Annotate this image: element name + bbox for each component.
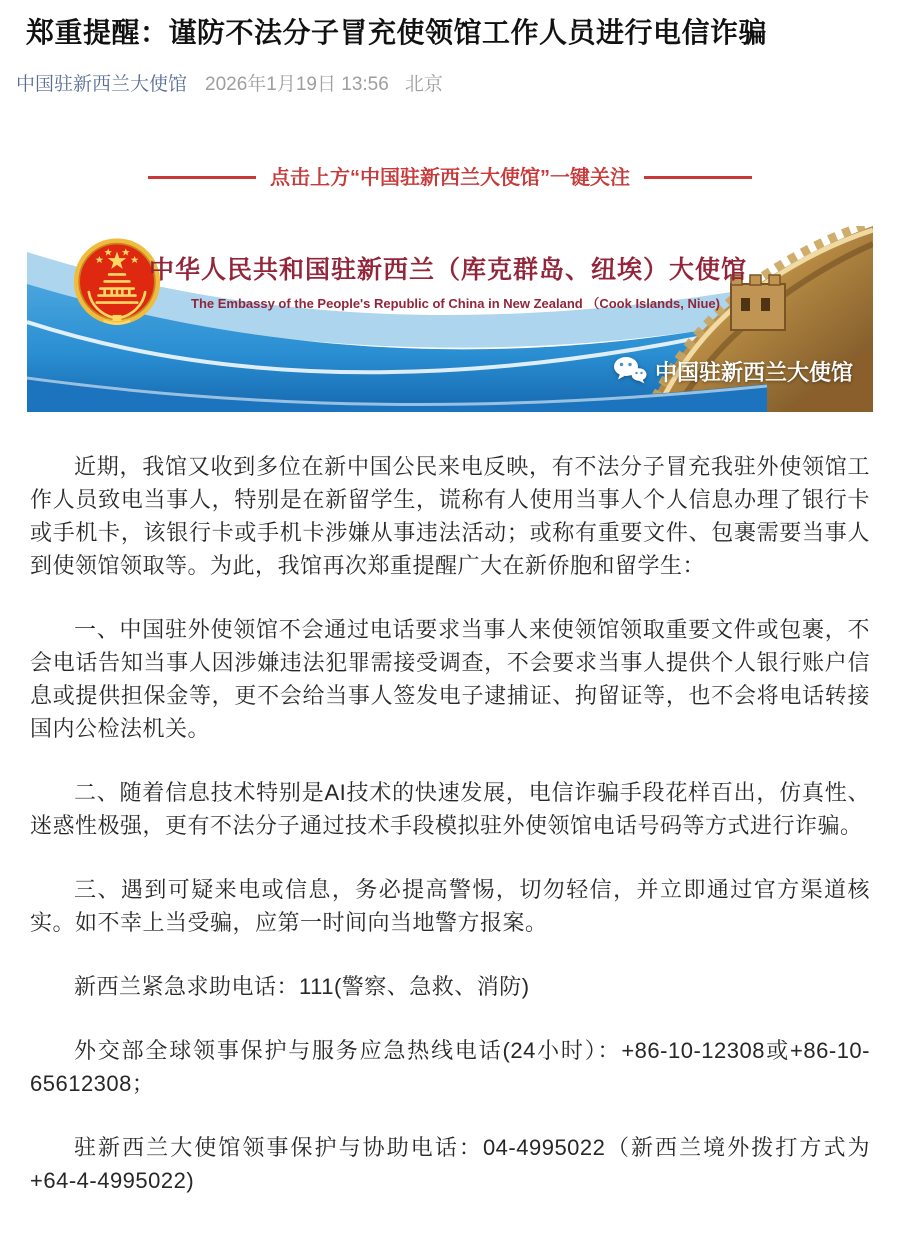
- paragraph-mfa-hotline: 外交部全球领事保护与服务应急热线电话(24小时）：+86-10-12308或+86-10-65612308；: [30, 1037, 870, 1096]
- banner-wechat-badge: [613, 356, 853, 387]
- article-page: [0, 14, 900, 1197]
- follow-right-line: [644, 176, 752, 179]
- byline-location: 北京: [404, 73, 443, 95]
- byline: [16, 72, 884, 98]
- article-body: [16, 412, 884, 1197]
- wechat-icon: [613, 356, 647, 386]
- banner-wechat-account: 中国驻新西兰大使馆: [655, 359, 854, 385]
- byline-datetime: 2026年1月19日 13:56: [205, 73, 389, 95]
- follow-tip: [16, 164, 884, 192]
- banner-text-block: [149, 250, 849, 312]
- follow-tip-text: 点击上方“中国驻新西兰大使馆”一键关注: [270, 166, 630, 189]
- page-title: 郑重提醒：谨防不法分子冒充使领馆工作人员进行电信诈骗: [26, 17, 768, 48]
- paragraph-point-1: 一、中国驻外使领馆不会通过电话要求当事人来使领馆领取重要文件或包裹，不会电话告知当事人因涉嫌违法犯罪需接受调查，不会要求当事人提供个人银行账户信息或提供担保金等，更不会给当事人签发电子逮捕证、拘留证等，也不会将电话转接国内公检法机关。: [30, 616, 870, 741]
- paragraph-nz-emergency-phone: 新西兰紧急求助电话：111(警察、急救、消防): [74, 973, 530, 999]
- embassy-banner-image: [27, 226, 873, 412]
- paragraph-point-2: 二、随着信息技术特别是AI技术的快速发展，电信诈骗手段花样百出，仿真性、迷惑性极强，更有不法分子通过技术手段模拟驻外使领馆电话号码等方式进行诈骗。: [30, 779, 870, 838]
- paragraph-point-3: 三、遇到可疑来电或信息，务必提高警惕，切勿轻信，并立即通过官方渠道核实。如不幸上当受骗，应第一时间向当地警方报案。: [30, 876, 870, 935]
- paragraph-embassy-phone: 驻新西兰大使馆领事保护与协助电话：04-4995022（新西兰境外拨打方式为+64-4-4995022): [30, 1134, 870, 1193]
- china-national-emblem-icon: [73, 236, 161, 334]
- paragraph-intro: 近期，我馆又收到多位在新中国公民来电反映，有不法分子冒充我驻外使领馆工作人员致电当事人，特别是在新留学生，谎称有人使用当事人个人信息办理了银行卡或手机卡，该银行卡或手机卡涉嫌从事违法活动；或称有重要文件、包裹需要当事人到使领馆领取等。为此，我馆再次郑重提醒广大在新侨胞和留学生：: [30, 453, 870, 578]
- byline-account-link[interactable]: 中国驻新西兰大使馆: [16, 73, 188, 95]
- banner-title-en: The Embassy of the People's Republic of China in New Zealand （Cook Islands, Niue): [191, 295, 720, 311]
- follow-left-line: [148, 176, 256, 179]
- banner-title-cn: 中华人民共和国驻新西兰（库克群岛、纽埃）大使馆: [149, 255, 748, 284]
